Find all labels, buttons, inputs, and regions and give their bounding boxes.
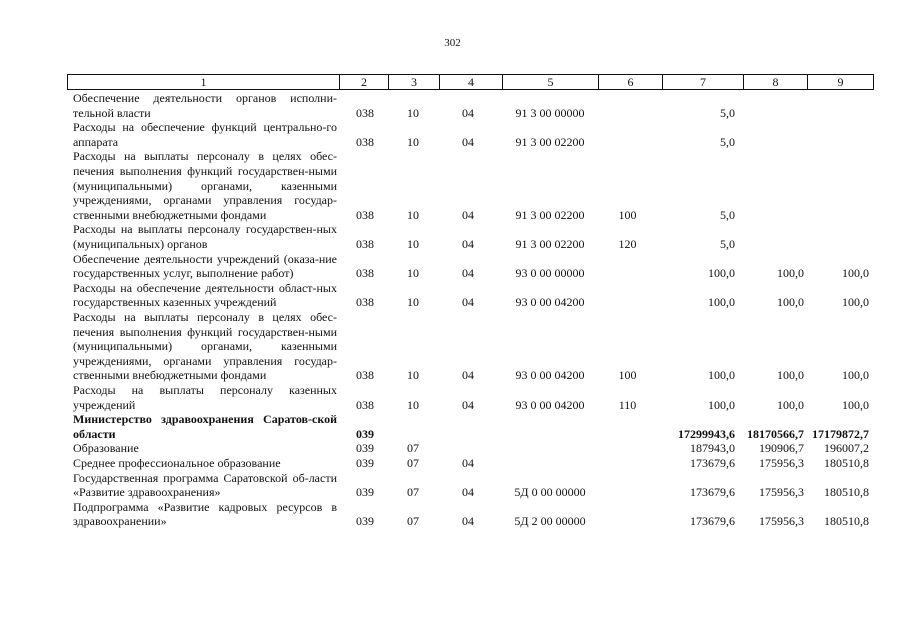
- cell-col-3: 10: [407, 368, 419, 383]
- cell-col-6: 110: [618, 397, 637, 412]
- row-description: Расходы на выплаты персоналу в целях обес-печения выполнения функций государствен-ными (муниципальными) органами, казенными учреждениями, органами управления государ-ственными внебюджетными фондами: [73, 149, 337, 222]
- cell-col-9: 196007,2: [824, 441, 869, 456]
- row-description: Расходы на выплаты персоналу государствен-ных (муниципальных) органов: [73, 222, 337, 251]
- cell-col-4: 04: [462, 207, 474, 222]
- header-col-2: 2: [361, 75, 367, 89]
- header-col-6: 6: [627, 75, 634, 89]
- cell-col-4: 04: [462, 295, 474, 310]
- cell-col-2: 039: [356, 426, 374, 441]
- cell-col-8: 100,0: [777, 397, 804, 412]
- cell-col-9: 100,0: [842, 368, 869, 383]
- cell-col-8: 175956,3: [759, 514, 804, 529]
- page-number: 302: [444, 37, 461, 49]
- cell-col-2: 038: [356, 207, 374, 222]
- cell-col-3: 10: [407, 134, 419, 149]
- cell-col-5: 91 3 00 00000: [515, 105, 585, 120]
- cell-col-7: 17299943,6: [678, 426, 735, 441]
- cell-col-7: 5,0: [720, 207, 735, 222]
- cell-col-7: 173679,6: [690, 485, 735, 500]
- cell-col-9: 100,0: [842, 397, 869, 412]
- cell-col-6: 100: [618, 368, 637, 383]
- table-header: [67, 74, 874, 90]
- cell-col-8: 100,0: [777, 266, 804, 281]
- cell-col-5: 91 3 00 02200: [515, 207, 585, 222]
- cell-col-9: 100,0: [842, 295, 869, 310]
- cell-col-4: 04: [462, 236, 474, 251]
- cell-col-5: 93 0 00 04200: [515, 295, 585, 310]
- cell-col-6: 100: [618, 207, 637, 222]
- cell-col-3: 10: [407, 207, 419, 222]
- cell-col-2: 038: [356, 397, 374, 412]
- cell-col-7: 100,0: [708, 266, 735, 281]
- cell-col-4: 04: [462, 485, 474, 500]
- cell-col-5: 5Д 2 00 00000: [514, 514, 586, 529]
- header-col-1: 1: [200, 75, 207, 89]
- cell-col-8: 18170566,7: [747, 426, 804, 441]
- cell-col-3: 10: [407, 266, 419, 281]
- cell-col-7: 100,0: [708, 295, 735, 310]
- row-description: Подпрограмма «Развитие кадровых ресурсов в здравоохранении»: [73, 499, 337, 529]
- cell-col-5: 91 3 00 02200: [515, 134, 585, 149]
- cell-col-3: 10: [407, 295, 419, 310]
- row-description: Расходы на обеспечение функций центрально-го аппарата: [73, 120, 337, 149]
- cell-col-7: 173679,6: [690, 514, 735, 529]
- row-description: Обеспечение деятельности учреждений (оказа-ние государственных услуг, выполнение работ): [73, 251, 337, 281]
- cell-col-5: 93 0 00 00000: [515, 266, 585, 281]
- cell-col-2: 038: [356, 134, 374, 149]
- header-col-7: 7: [700, 75, 706, 89]
- cell-col-7: 100,0: [708, 368, 735, 383]
- cell-col-3: 07: [407, 514, 419, 529]
- cell-col-9: 180510,8: [824, 514, 869, 529]
- cell-col-9: 180510,8: [824, 485, 869, 500]
- cell-col-3: 10: [407, 397, 419, 412]
- cell-col-9: 17179872,7: [812, 426, 869, 441]
- cell-col-3: 07: [407, 456, 419, 470]
- header-col-9: 9: [837, 75, 844, 89]
- row-description: Расходы на выплаты персоналу казенных учреждений: [73, 383, 337, 412]
- cell-col-4: 04: [462, 266, 474, 281]
- cell-col-4: 04: [462, 368, 474, 383]
- cell-col-2: 038: [356, 266, 374, 281]
- row-description: Обеспечение деятельности органов исполни-тельной власти: [73, 91, 337, 120]
- header-col-4: 4: [468, 75, 474, 89]
- cell-col-8: 100,0: [777, 295, 804, 310]
- cell-col-2: 039: [356, 514, 374, 529]
- cell-col-8: 100,0: [777, 368, 804, 383]
- cell-col-5: 93 0 00 04200: [515, 368, 585, 383]
- cell-col-2: 039: [356, 441, 374, 456]
- cell-col-7: 173679,6: [690, 456, 735, 470]
- cell-col-8: 190906,7: [759, 441, 804, 456]
- cell-col-9: 100,0: [842, 266, 869, 281]
- cell-col-2: 038: [356, 236, 374, 251]
- cell-col-5: 93 0 00 04200: [515, 397, 585, 412]
- header-col-8: 8: [772, 75, 779, 89]
- cell-col-4: 04: [462, 397, 474, 412]
- cell-col-2: 039: [356, 485, 374, 500]
- cell-col-7: 5,0: [720, 105, 735, 120]
- row-description: Расходы на обеспечение деятельности област-ных государственных казенных учреждений: [73, 280, 337, 310]
- header-col-5: 5: [547, 75, 554, 89]
- cell-col-3: 07: [407, 441, 419, 456]
- row-description: Образование: [73, 441, 139, 456]
- cell-col-7: 100,0: [708, 397, 735, 412]
- cell-col-5: 91 3 00 02200: [515, 236, 585, 251]
- cell-col-3: 10: [407, 105, 419, 120]
- row-description: Расходы на выплаты персоналу в целях обес-печения выполнения функций государствен-ными (муниципальными) органами, казенными учреждениями, органами управления государ-ственными внебюджетными фондами: [73, 310, 337, 383]
- cell-col-8: 175956,3: [759, 485, 804, 500]
- cell-col-2: 038: [356, 295, 374, 310]
- cell-col-4: 04: [462, 134, 474, 149]
- cell-col-6: 120: [618, 236, 637, 251]
- row-description: Среднее профессиональное образование: [73, 456, 281, 470]
- cell-col-2: 038: [356, 368, 374, 383]
- cell-col-9: 180510,8: [824, 456, 869, 470]
- cell-col-7: 5,0: [720, 134, 735, 149]
- cell-col-4: 04: [462, 514, 474, 529]
- cell-col-4: 04: [462, 105, 474, 120]
- cell-col-4: 04: [462, 456, 474, 470]
- cell-col-7: 5,0: [720, 236, 735, 251]
- cell-col-7: 187943,0: [690, 441, 735, 456]
- header-col-3: 3: [411, 75, 417, 89]
- cell-col-2: 038: [356, 105, 374, 120]
- cell-col-8: 175956,3: [759, 456, 804, 470]
- cell-col-3: 10: [407, 236, 419, 251]
- row-description: Государственная программа Саратовской об-ласти «Развитие здравоохранения»: [73, 470, 337, 500]
- cell-col-3: 07: [407, 485, 419, 500]
- cell-col-2: 039: [356, 456, 374, 470]
- row-description: Министерство здравоохранения Саратов-ской области: [73, 412, 337, 441]
- cell-col-5: 5Д 0 00 00000: [514, 485, 586, 500]
